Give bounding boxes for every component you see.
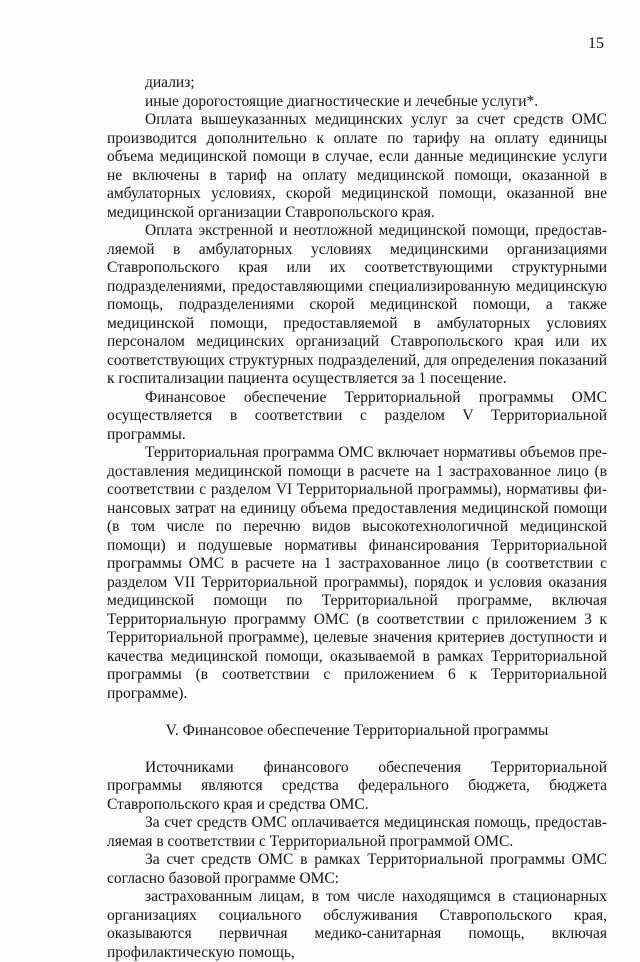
paragraph: Оплата вышеуказанных медицинских услуг за счет средств ОМС производится дополнительно к оплате по тарифу на оплату единицы объема медицинской помощи в случае, если данные медицинские услуги не включены в тариф на оплату медицинской помощи, оказанной в амбулаторных условиях, скорой медицинской помощи, оказанной вне медицинской организации Ставропольского края. [107,111,607,221]
paragraph: застрахованным лицам, в том числе находящимся в стационарных организациях социального обслуживания Ставропольского края, оказываются первичная медико-санитарная помощь, включая профилактическую помощь, [107,888,607,961]
paragraph: Территориальная программа ОМС включает нормативы объемов предоставления медицинской помощи в расчете на 1 застрахованное лицо (в соответствии с разделом VI Территориальной программы), нормативы финансовых затрат на единицу объема предоставления медицинской помощи (в том числе по перечню видов высокотехнологичной медицинской помощи) и подушевые нормативы финансирования Территориальной программы ОМС в расчете на 1 застрахованное лицо (в соответствии с разделом VII Территориальной программы), порядок и условия оказания медицинской помощи по Территориальной программе, включая Территориальную программу ОМС (в соответствии с приложением 3 к Территориальной программе), целевые значения критериев доступности и качества медицинской помощи, оказываемой в рамках Территориальной программы (в соответствии с приложением 6 к Территориальной программе). [107,444,607,702]
paragraph: Оплата экстренной и неотложной медицинской помощи, предоставляемой в амбулаторных условиях медицинскими организациями Ставропольского края или их соответствующими структурными подразделениями, предоставляющими специализированную медицинскую помощь, подразделениями скорой медицинской помощи, а также медицинской помощи, предоставляемой в амбулаторных условиях персоналом медицинских организаций Ставропольского края или их соответствующих структурных подразделений, для определения показаний к госпитализации пациента осуществляется за 1 посещение. [107,222,607,387]
paragraph: За счет средств ОМС оплачивается медицинская помощь, предоставляемая в соответствии с Территориальной программой ОМС. [107,814,607,850]
paragraph: иные дорогостоящие диагностические и лечебные услуги*. [145,92,539,110]
document-body [107,74,607,962]
paragraph: За счет средств ОМС в рамках Территориальной программы ОМС согласно базовой программе ОМС: [107,851,607,887]
paragraph: Источниками финансового обеспечения Территориальной программы являются средства федерального бюджета, бюджета Ставропольского края и средства ОМС. [107,758,607,813]
section-heading: V. Финансовое обеспечение Территориальной программы [165,722,549,739]
paragraph: Финансовое обеспечение Территориальной программы ОМС осуществляется в соответствии с разделом V Территориальной программы. [107,388,607,443]
paragraph: диализ; [145,74,195,91]
page-number: 15 [588,35,604,52]
